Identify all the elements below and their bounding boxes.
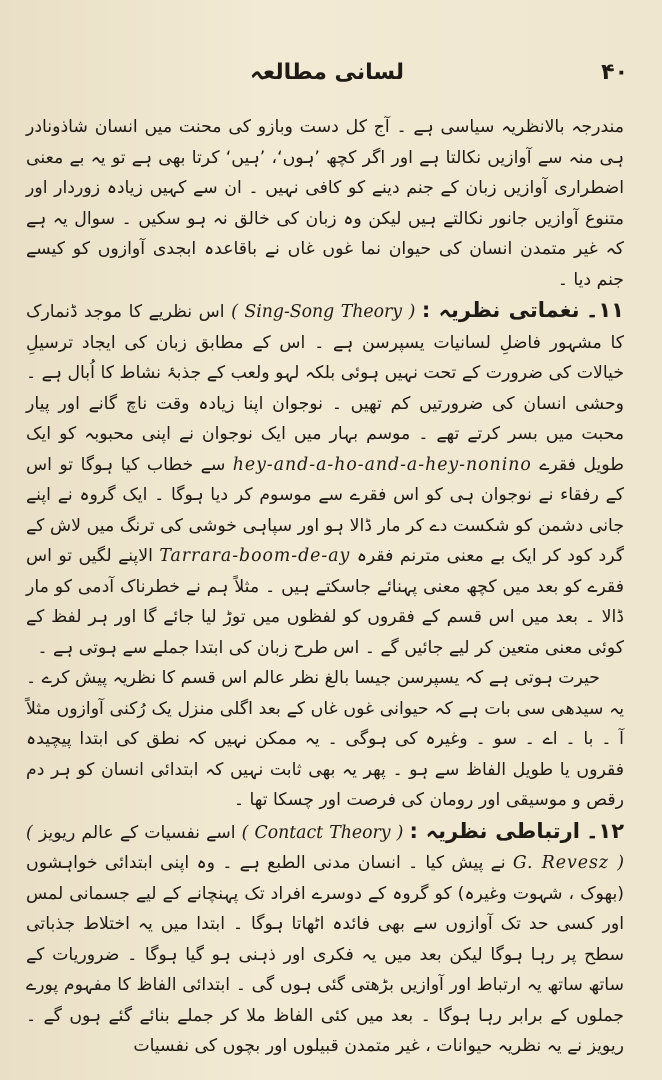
section-title: نغماتی نظریہ : [421,298,580,322]
section-text: سے خطاب کیا ہوگا تو اس کے رفقاء نے نوجوان ہی کو اس فقرے سے موسوم کر دیا ہوگا ۔ ایک گروہ نے اپنے جانی دشمن کو شکست دے کر مار ڈالا ہو اور سپاہی خوشی کی ترنگ میں لاش کے گرد کود کر ایک بے معنی مترنم فقرہ [26,454,624,566]
english-phrase: hey-and-a-ho-and-a-hey-nonino [232,454,532,475]
english-name: ( G. Revesz ) [26,822,624,873]
page-header [26,60,628,90]
english-phrase: Tarrara-boom-de-ay [159,546,351,566]
section-number: ۱۲۔ [586,818,625,843]
section-sing-song-theory [26,295,624,663]
section-number: ۱۱۔ [586,298,624,322]
section-english-title: ( Sing-Song Theory ) [231,302,416,322]
section-english-title: ( Contact Theory ) [241,822,404,843]
page-number: ۴۰ [601,60,628,85]
section-text: الاپنے لگیں تو اس فقرے کو بعد میں کچھ معنی پہنائے جاسکتے ہیں ۔ مثلاً ہم نے خطرناک آدمی کو مار ڈالا ۔ بعد میں اس قسم کے فقروں کو لفظوں میں توڑ لیا جائے گا اور ہر لفظ کے کوئی معنی متعین کر لیے جائیں گے ۔ اس طرح زبان کی ابتدا جملے سے ہوتی ہے ۔ [26,546,624,658]
section-text: اس نظریے کا موجد ڈنمارک کا مشہور فاضلِ لسانیات یسپرسن ہے ۔ اس کے مطابق زبان کی ایجاد ترسیلِ خیالات کی ضرورت کے تحت نہیں ہوئی بلکہ لہو ولعب کے جذبۂ نشاط کا اُبال ہے ۔ وحشی انسان کی ضرورتیں کم تھیں ۔ نوجوان اپنا زیادہ وقت ناچ گانے اور پیار محبت میں بسر کرتے تھے ۔ موسم بہار میں ایک نوجوان نے اپنی محبوبہ کو ایک طویل فقرے [26,302,624,475]
page-body [26,112,624,1062]
paragraph-intro: مندرجہ بالانظریہ سیاسی ہے ۔ آج کل دست وبازو کی محنت میں انسان شاذونادر ہی منہ سے آوازیں نکالتا ہے اور اگر کچھ ’ہوں‘، ’ہیں‘ کرتا بھی ہے تو یہ بے معنی اضطراری آوازیں زبان کے جنم دینے کو کافی نہیں ۔ ان سے کہیں زیادہ زوردار اور متنوع آوازیں جانور نکالتے ہیں لیکن وہ زبان کی خالق نہ ہو سکیں ۔ سوال یہ ہے کہ غیر متمدن انسان کی حیوان نما غوں غاں نے باقاعدہ ابجدی آوازوں کو کیسے جنم دیا ۔ [26,117,624,290]
page-title: لسانی مطالعہ [250,60,404,85]
section-contact-theory [26,816,624,1062]
section-text: اسے نفسیات کے عالم ریویز [38,822,236,843]
paragraph-critique: حیرت ہوتی ہے کہ یسپرسن جیسا بالغ نظر عالم اس قسم کا نظریہ پیش کرے ۔ یہ سیدھی سی بات ہے کہ حیوانی غوں غاں کے بعد اگلی منزل یک رُکنی آوازوں مثلاً آ ۔ با ۔ اے ۔ سو ۔ وغیرہ کی ہوگی ۔ یہ ممکن نہیں کہ نطق کی ابتدا پیچیدہ فقروں یا طویل الفاظ سے ہو ۔ پھر یہ بھی ثابت نہیں کہ ابتدائی انسان کو ہر دم رقص و موسیقی اور رومان کی فرصت اور چسکا تھا ۔ [26,668,624,810]
section-title: ارتباطی نظریہ : [409,818,580,843]
section-text: نے پیش کیا ۔ انسان مدنی الطبع ہے ۔ وہ اپنی ابتدائی خواہشوں (بھوک ، شہوت وغیرہ) کو گروہ کے دوسرے افراد تک پہنچانے کے لیے جسمانی لمس اور کسی حد تک آوازوں سے بھی فائدہ اٹھاتا ہوگا ۔ ابتدا میں یہ اختلاط جذباتی سطح پر رہا ہوگا لیکن بعد میں یہ فکری اور ذہنی ہو گیا ہوگا ۔ ضروریات کے ساتھ ساتھ یہ ارتباط اور آوازیں بڑھتی گئی ہوں گی ۔ ابتدائی الفاظ کا مفہوم پورے جملوں کے برابر رہا ہوگا ۔ بعد میں کئی الفاظ ملا کر جملے بنائے گئے ہوں گے ۔ ریویز نے یہ نظریہ حیوانات ، غیر متمدن قبیلوں اور بچوں کی نفسیات [26,853,624,1056]
